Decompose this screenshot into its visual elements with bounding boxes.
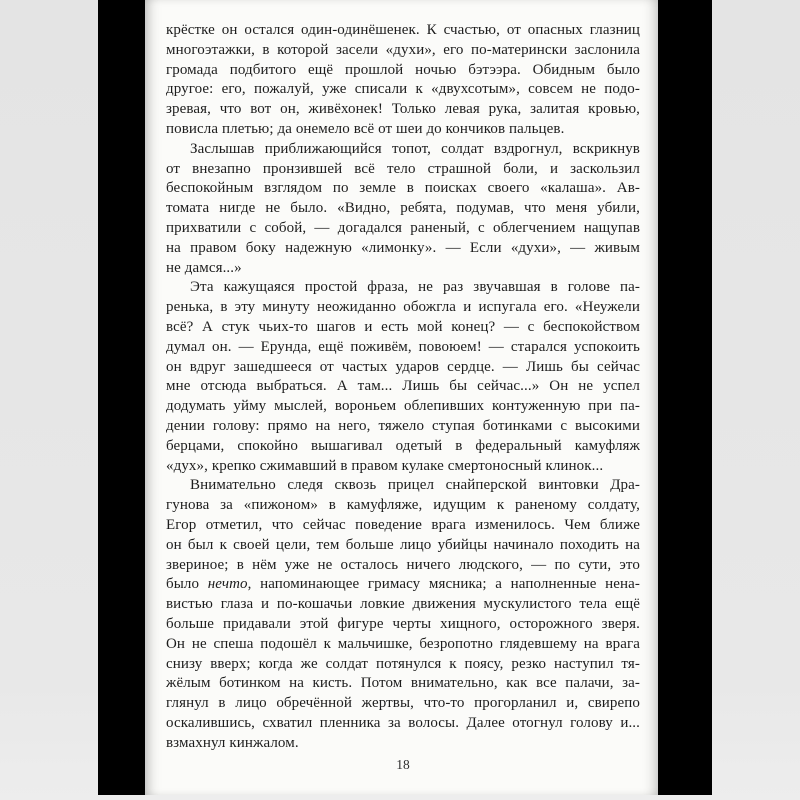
text-line: вистью глаза и по-кошачьи ловкие движения мускулистого тела ещё xyxy=(166,596,640,613)
text-line: прихватили с собой, — догадался раненый, с облегчением нащупав xyxy=(166,219,640,236)
text-line: «дух», крепко сжимавший в правом кулаке смертоносный клинок... xyxy=(166,457,604,474)
text-line: думал он. — Ерунда, ещё поживём, повоюем! — старался успокоить xyxy=(166,338,640,355)
text-line: снизу вверх; когда же солдат потянулся к поясу, резко наступил тя- xyxy=(166,655,640,672)
text-line: Эта кажущаяся простой фраза, не раз звучавшая в голове па- xyxy=(190,279,640,296)
page-number: 18 xyxy=(396,757,410,772)
text-line: больше придавали этой фигуре черты хищного, осторожного зверя. xyxy=(166,615,640,632)
text-line: Заслышав приближающийся топот, солдат вздрогнул, вскрикнув xyxy=(190,140,640,157)
text-line: звериное; в нём уже не осталось ничего людского, — по сути, это xyxy=(166,556,640,573)
paragraph xyxy=(166,278,640,476)
text-line: Он не спеша подошёл к мальчишке, безропотно глядевшему на врага xyxy=(166,635,640,652)
paragraph xyxy=(166,21,640,140)
text-line: крёстке он остался один-одинёшенек. К счастью, от опасных глазниц xyxy=(166,22,640,38)
text-line: повисла плетью; да онемело всё от шеи до кончиков пальцев. xyxy=(166,120,565,137)
text-line: мне отсюда выбраться. А там... Лишь бы сейчас...» Он не успел xyxy=(166,378,640,395)
text-line: громада подбитого ещё прошлой ночью бэтээра. Обидным было xyxy=(166,61,640,78)
text-line: Внимательно следя сквозь прицел снайперской винтовки Дра- xyxy=(190,477,640,494)
text-line: многоэтажки, в которой засели «духи», его по-матерински заслонила xyxy=(166,41,640,58)
text-line: ренька, в эту минуту неожиданно обожгла и испугала его. «Неужели xyxy=(166,299,640,316)
text-line: он вдруг зашедшееся от частых ударов сердце. — Лишь бы сейчас xyxy=(166,358,640,375)
text-line: Егор отметил, что сейчас поведение врага изменилось. Чем ближе xyxy=(166,516,640,533)
text-line: не дамся...» xyxy=(166,259,242,276)
paragraph xyxy=(166,476,640,753)
text-line: было нечто, напоминающее гримасу мясника; а наполненные нена- xyxy=(166,576,640,593)
page-text-block xyxy=(166,21,640,753)
book-page xyxy=(145,0,658,795)
text-line: додумать уйму мыслей, вороньем облепивших контуженную при па- xyxy=(166,398,640,415)
text-line: глянул в лицо обречённой жертвы, что-то прогорланил и, свирепо xyxy=(166,695,640,712)
text-line: взмахнул кинжалом. xyxy=(166,734,299,751)
text-line: гунова за «пижоном» в камуфляже, идущим к раненому солдату, xyxy=(166,497,640,514)
text-line: зревая, что вот он, живёхонек! Только левая рука, залитая кровью, xyxy=(166,101,640,118)
text-line: от внезапно пронзившей всё тело страшной боли, и заскользил xyxy=(166,160,640,177)
text-line: берцами, спокойно вышагивал одетый в федеральный камуфляж xyxy=(166,437,640,454)
paragraph xyxy=(166,140,640,279)
text-line: жёлым ботинком на кисть. Потом внимательно, как все палачи, за- xyxy=(166,675,640,692)
text-line: он был к своей цели, тем больше лицо убийцы начинало походить на xyxy=(166,536,640,553)
text-line: всё? А стук чьих-то шагов и есть мой конец? — с беспокойством xyxy=(166,318,640,335)
text-line: томата нигде не было. «Видно, ребята, подумав, что меня убили, xyxy=(166,200,640,217)
text-line: оскалившись, схватил пленника за волосы. Далее отогнул голову и... xyxy=(166,714,640,731)
text-line: другое: его, пожалуй, уже списали к «двухсотым», совсем не подо- xyxy=(166,81,640,98)
book-gutter-shadow-left xyxy=(98,0,145,795)
page-edge-shadow-right xyxy=(658,0,712,795)
text-line: на правом боку надежную «лимонку». — Если «духи», — живым xyxy=(166,239,640,256)
text-line: дении голову: прямо на него, тяжело ступая ботинками с высокими xyxy=(166,417,640,434)
text-line: беспокойным взглядом по земле в поисках своего «калаша». Ав- xyxy=(166,180,640,197)
